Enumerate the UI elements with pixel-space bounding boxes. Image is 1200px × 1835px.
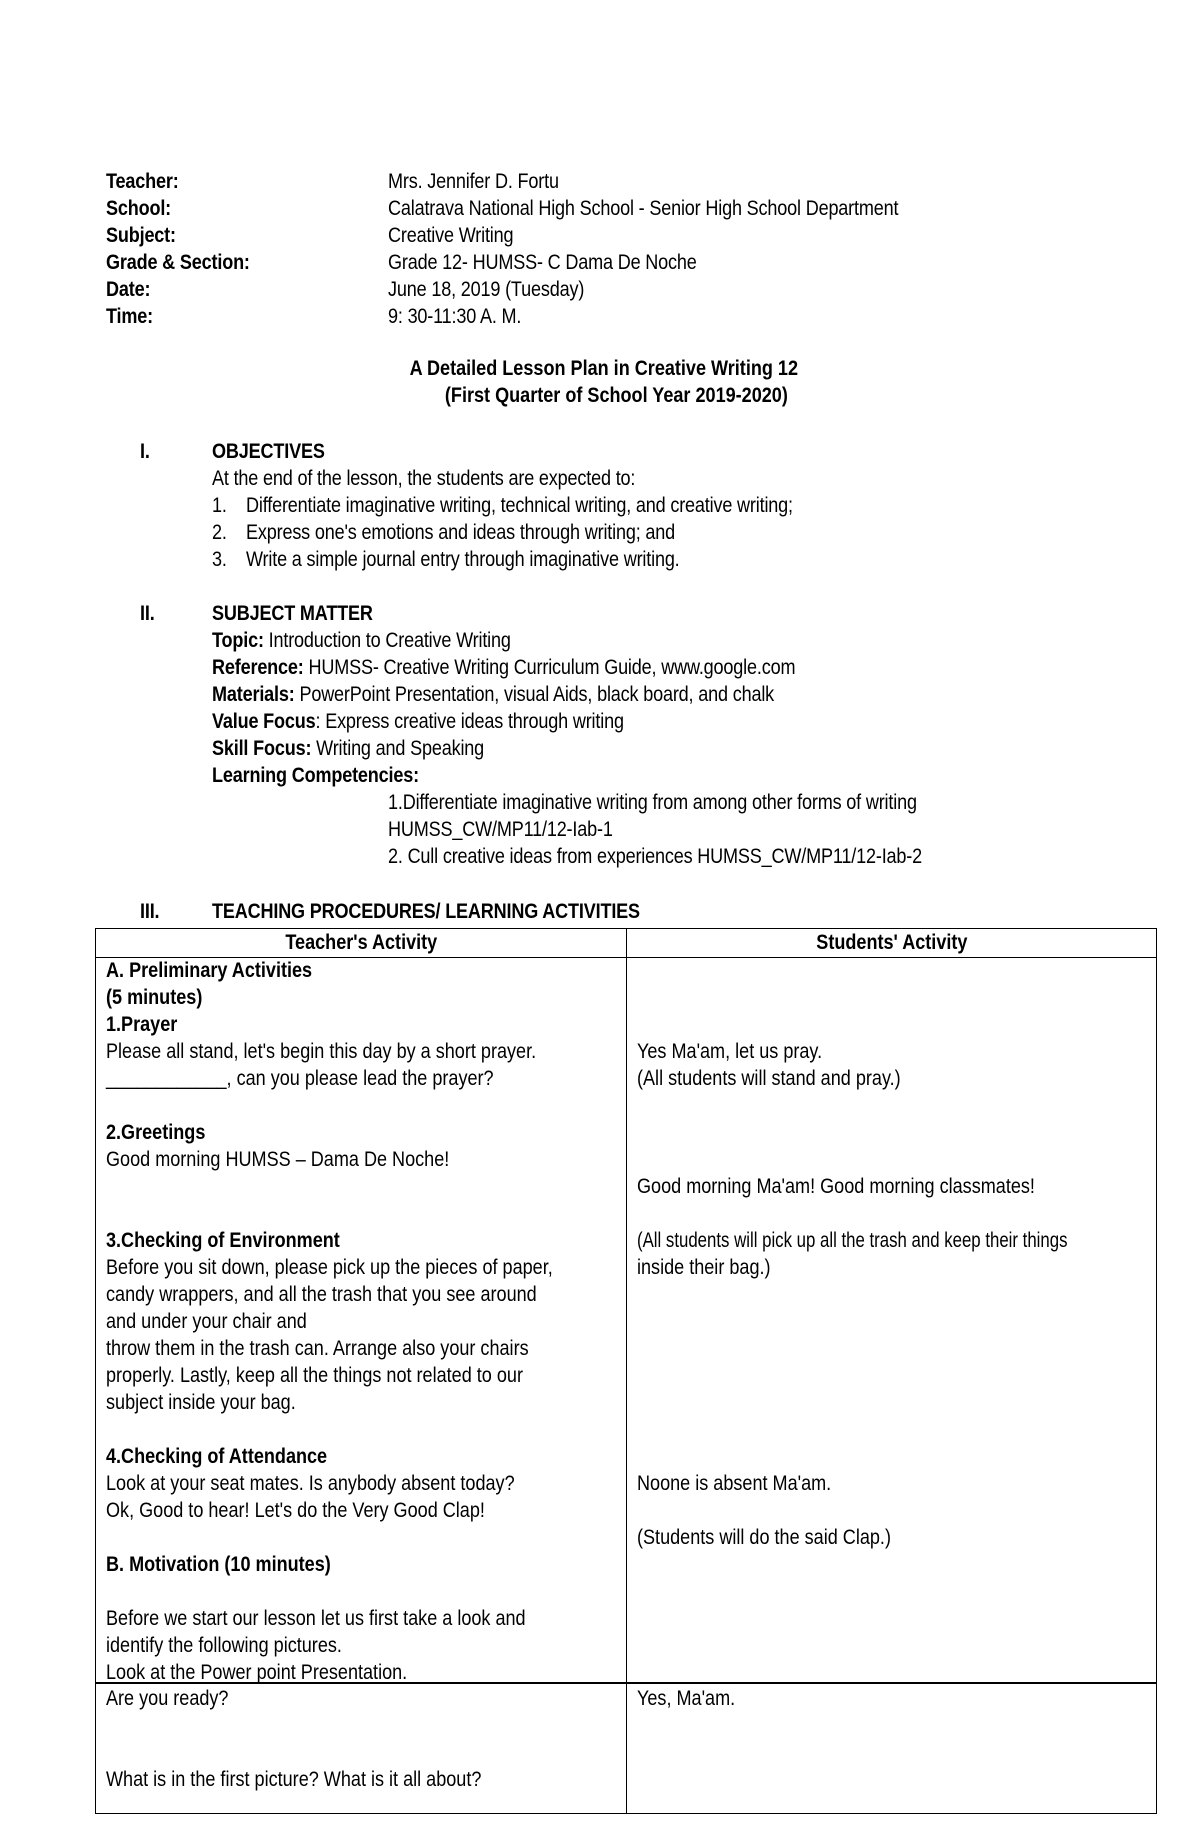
teacher-line: What is in the first picture? What is it all about? xyxy=(106,1768,482,1791)
topic-value: Introduction to Creative Writing xyxy=(263,629,511,652)
info-value: June 18, 2019 (Tuesday) xyxy=(388,278,585,301)
topic-line xyxy=(212,627,511,654)
info-value: Grade 12- HUMSS- C Dama De Noche xyxy=(388,251,697,274)
subject-matter-heading: SUBJECT MATTER xyxy=(212,602,373,625)
activities-table xyxy=(95,928,1157,1814)
teacher-line: throw them in the trash can. Arrange also your chairs xyxy=(106,1337,529,1360)
teacher-line: identify the following pictures. xyxy=(106,1634,342,1657)
prayer-heading: 1.Prayer xyxy=(106,1013,178,1036)
student-line: (Students will do the said Clap.) xyxy=(637,1526,891,1549)
student-line: Yes, Ma'am. xyxy=(637,1687,736,1710)
preliminary-heading: A. Preliminary Activities xyxy=(106,959,313,982)
reference-line xyxy=(212,654,795,681)
preliminary-time: (5 minutes) xyxy=(106,986,203,1009)
student-line: (All students will pick up all the trash and keep their things xyxy=(637,1229,1068,1252)
info-label: Grade & Section: xyxy=(106,251,250,274)
materials-label: Materials: xyxy=(212,683,295,706)
student-line: (All students will stand and pray.) xyxy=(637,1067,901,1090)
objective-text: Express one's emotions and ideas through writing; and xyxy=(246,521,676,544)
student-line: Yes Ma'am, let us pray. xyxy=(637,1040,823,1063)
student-line: Good morning Ma'am! Good morning classmates! xyxy=(637,1175,1035,1198)
info-label: Teacher: xyxy=(106,170,179,193)
spacer xyxy=(637,1281,1077,1308)
environment-heading: 3.Checking of Environment xyxy=(106,1229,340,1252)
motivation-heading: B. Motivation (10 minutes) xyxy=(106,1553,331,1576)
objective-number: 2. xyxy=(212,521,227,544)
value-focus-line xyxy=(212,708,624,735)
greetings-heading: 2.Greetings xyxy=(106,1121,206,1144)
procedures-heading: TEACHING PROCEDURES/ LEARNING ACTIVITIES xyxy=(212,900,640,923)
student-line: Noone is absent Ma'am. xyxy=(637,1472,832,1495)
spacer xyxy=(637,1146,1077,1173)
competency-line: HUMSS_CW/MP11/12-Iab-1 xyxy=(388,818,613,841)
teacher-line: Before we start our lesson let us first take a look and xyxy=(106,1607,526,1630)
teacher-line: Are you ready? xyxy=(106,1687,229,1710)
teacher-line: Before you sit down, please pick up the pieces of paper, xyxy=(106,1256,553,1279)
attendance-heading: 4.Checking of Attendance xyxy=(106,1445,328,1468)
topic-label: Topic: xyxy=(212,629,264,652)
info-value: 9: 30-11:30 A. M. xyxy=(388,305,522,328)
section-number: I. xyxy=(140,440,150,463)
teacher-line: properly. Lastly, keep all the things not related to our xyxy=(106,1364,523,1387)
section-number: III. xyxy=(140,900,160,923)
spacer xyxy=(106,1173,549,1200)
info-label: School: xyxy=(106,197,172,220)
reference-label: Reference: xyxy=(212,656,304,679)
document-subtitle xyxy=(0,384,1200,408)
skill-focus-label: Skill Focus: xyxy=(212,737,312,760)
spacer xyxy=(637,1335,1077,1362)
spacer xyxy=(637,1443,1077,1470)
info-value: Mrs. Jennifer D. Fortu xyxy=(388,170,559,193)
teacher-activity-header: Teacher's Activity xyxy=(285,931,437,954)
spacer xyxy=(106,1416,549,1443)
spacer xyxy=(637,1389,1077,1416)
objective-number: 1. xyxy=(212,494,227,517)
teacher-line: ____________, can you please lead the prayer? xyxy=(106,1067,494,1090)
skill-focus-value: Writing and Speaking xyxy=(311,737,485,760)
objectives-intro: At the end of the lesson, the students are expected to: xyxy=(212,467,636,490)
materials-value: PowerPoint Presentation, visual Aids, black board, and chalk xyxy=(294,683,775,706)
teacher-activity-cell xyxy=(106,1685,621,1793)
learning-competencies-label: Learning Competencies: xyxy=(212,764,419,787)
value-focus-label: Value Focus xyxy=(212,710,316,733)
student-line: inside their bag.) xyxy=(637,1256,771,1279)
objective-number: 3. xyxy=(212,548,227,571)
info-label: Date: xyxy=(106,278,151,301)
spacer xyxy=(637,984,1077,1011)
spacer xyxy=(106,1739,549,1766)
section-number: II. xyxy=(140,602,155,625)
objectives-heading: OBJECTIVES xyxy=(212,440,325,463)
spacer xyxy=(637,1092,1077,1119)
competency-line: 2. Cull creative ideas from experiences HUMSS_CW/MP11/12-Iab-2 xyxy=(388,845,923,868)
info-label: Subject: xyxy=(106,224,176,247)
competency-line: 1.Differentiate imaginative writing from among other forms of writing xyxy=(388,791,917,814)
student-activity-cell xyxy=(637,957,1149,1551)
spacer xyxy=(106,1200,549,1227)
reference-value: HUMSS- Creative Writing Curriculum Guide, www.google.com xyxy=(303,656,796,679)
spacer xyxy=(637,1119,1077,1146)
teacher-line: subject inside your bag. xyxy=(106,1391,296,1414)
column-divider xyxy=(626,929,627,1813)
spacer xyxy=(637,1200,1077,1227)
title-line-2: (First Quarter of School Year 2019-2020) xyxy=(444,384,788,407)
objective-text: Write a simple journal entry through imaginative writing. xyxy=(246,548,680,571)
spacer xyxy=(106,1578,549,1605)
spacer xyxy=(106,1092,549,1119)
teacher-line: candy wrappers, and all the trash that you see around xyxy=(106,1283,537,1306)
info-value: Calatrava National High School - Senior High School Department xyxy=(388,197,899,220)
spacer xyxy=(106,1524,549,1551)
spacer xyxy=(637,1362,1077,1389)
info-value: Creative Writing xyxy=(388,224,514,247)
document-title xyxy=(0,357,1200,381)
spacer xyxy=(637,1308,1077,1335)
student-activity-cell xyxy=(637,1685,1149,1712)
spacer xyxy=(637,957,1077,984)
teacher-line: and under your chair and xyxy=(106,1310,307,1333)
spacer xyxy=(106,1712,549,1739)
spacer xyxy=(637,1497,1077,1524)
info-label: Time: xyxy=(106,305,153,328)
objective-text: Differentiate imaginative writing, technical writing, and creative writing; xyxy=(246,494,793,517)
materials-line xyxy=(212,681,774,708)
value-focus-value: : Express creative ideas through writing xyxy=(315,710,624,733)
students-activity-header: Students' Activity xyxy=(815,931,968,954)
teacher-activity-cell xyxy=(106,957,621,1686)
teacher-line: Ok, Good to hear! Let's do the Very Good Clap! xyxy=(106,1499,485,1522)
spacer xyxy=(637,1011,1077,1038)
teacher-line: Please all stand, let's begin this day by a short prayer. xyxy=(106,1040,537,1063)
teacher-line: Good morning HUMSS – Dama De Noche! xyxy=(106,1148,450,1171)
spacer xyxy=(637,1416,1077,1443)
title-line-1: A Detailed Lesson Plan in Creative Writing 12 xyxy=(409,357,799,380)
teacher-line: Look at the Power point Presentation. xyxy=(106,1661,408,1684)
teacher-line: Look at your seat mates. Is anybody absent today? xyxy=(106,1472,515,1495)
skill-focus-line xyxy=(212,735,484,762)
